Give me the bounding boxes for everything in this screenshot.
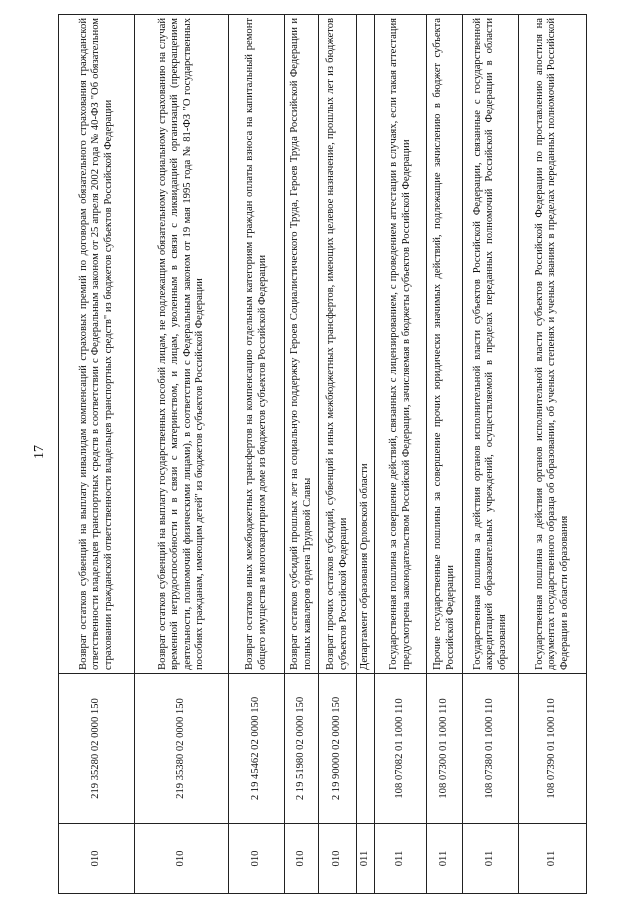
table-row bbox=[59, 15, 135, 894]
description-cell: Прочие государственные пошлины за совершение прочих юридически значимых действий, подлежащие зачислению в бюджет субъекта Российской Федерации bbox=[427, 15, 463, 674]
budget-code-cell: 219 35380 02 0000 150 bbox=[135, 674, 229, 824]
description-cell: Возврат остатков субсидий прошлых лет на социальную поддержку Героев Социалистического Труда, Героев Труда Российской Федерации и полных кавалеров ордена Трудовой Славы bbox=[285, 15, 319, 674]
budget-code-cell: 108 07380 01 1000 110 bbox=[463, 674, 519, 824]
description-cell: Возврат остатков субвенций на выплату инвалидам компенсаций страховых премий по договорам обязательного страхования гражданской ответственности владельцев транспортных средств в соответствии с Федеральным законом от 25 апреля 2002 года № 40-ФЗ "Об обязательном страховании гражданской ответственности владельцев транспортных средств" из бюджетов субъектов Российской Федерации bbox=[59, 15, 135, 674]
table-row bbox=[229, 15, 285, 894]
admin-code-cell: 011 bbox=[519, 824, 587, 894]
description-cell: Возврат остатков субвенций на выплату государственных пособий лицам, не подлежащим обязательному социальному страхованию на случай временной нетрудоспособности и в связи с материнством, и лицам, уволенным в связи с ликвидацией организаций (прекращением деятельности, полномочий физическими лицами), в соответствии с Федеральным законом от 19 мая 1995 года № 81-ФЗ "О государственных пособиях гражданам, имеющим детей" из бюджетов субъектов Российской Федерации bbox=[135, 15, 229, 674]
rotated-table-container bbox=[58, 14, 586, 894]
budget-code-cell: 108 07082 01 1000 110 bbox=[375, 674, 427, 824]
admin-code-cell: 011 bbox=[375, 824, 427, 894]
budget-code-cell: 108 07390 01 1000 110 bbox=[519, 674, 587, 824]
admin-code-cell: 010 bbox=[285, 824, 319, 894]
description-cell: Департамент образования Орловской области bbox=[357, 15, 375, 674]
table-row bbox=[357, 15, 375, 894]
revenue-codes-table bbox=[58, 14, 587, 894]
table-row bbox=[375, 15, 427, 894]
admin-code-cell: 010 bbox=[319, 824, 357, 894]
page-number: 17 bbox=[32, 445, 47, 459]
description-cell: Государственная пошлина за совершение действий, связанных с лицензированием, с проведением аттестации в случаях, если такая аттестация предусмотрена законодательством Российской Федерации, зачисляемая в бюджеты субъектов Российской Федерации bbox=[375, 15, 427, 674]
budget-code-cell: 2 19 51980 02 0000 150 bbox=[285, 674, 319, 824]
admin-code-cell: 010 bbox=[229, 824, 285, 894]
table-row bbox=[519, 15, 587, 894]
table-row bbox=[463, 15, 519, 894]
table-body bbox=[59, 15, 587, 894]
budget-code-cell: 108 07300 01 1000 110 bbox=[427, 674, 463, 824]
description-cell: Возврат прочих остатков субсидий, субвенций и иных межбюджетных трансфертов, имеющих целевое назначение, прошлых лет из бюджетов субъектов Российской Федерации bbox=[319, 15, 357, 674]
table-row bbox=[285, 15, 319, 894]
admin-code-cell: 010 bbox=[135, 824, 229, 894]
admin-code-cell: 011 bbox=[463, 824, 519, 894]
description-cell: Возврат остатков иных межбюджетных трансфертов на компенсацию отдельным категориям граждан оплаты взноса на капитальный ремонт общего имущества в многоквартирном доме из бюджетов субъектов Российской Федерации bbox=[229, 15, 285, 674]
budget-code-cell: 2 19 45462 02 0000 150 bbox=[229, 674, 285, 824]
table-row bbox=[135, 15, 229, 894]
admin-code-cell: 011 bbox=[357, 824, 375, 894]
description-cell: Государственная пошлина за действия органов исполнительной власти субъектов Российской Федерации, связанные с государственной аккредитацией образовательных учреждений, осуществляемой в пределах переданных полномочий Российской Федерации в области образования bbox=[463, 15, 519, 674]
budget-code-cell: 219 35280 02 0000 150 bbox=[59, 674, 135, 824]
budget-code-cell: 2 19 90000 02 0000 150 bbox=[319, 674, 357, 824]
table-row bbox=[319, 15, 357, 894]
budget-code-cell bbox=[357, 674, 375, 824]
table-row bbox=[427, 15, 463, 894]
admin-code-cell: 011 bbox=[427, 824, 463, 894]
description-cell: Государственная пошлина за действия органов исполнительной власти субъектов Российской Федерации по проставлению апостиля на документах государственного образца об образовании, об ученых степенях и ученых званиях в пределах переданных полномочий Российской Федерации в области образования bbox=[519, 15, 587, 674]
admin-code-cell: 010 bbox=[59, 824, 135, 894]
